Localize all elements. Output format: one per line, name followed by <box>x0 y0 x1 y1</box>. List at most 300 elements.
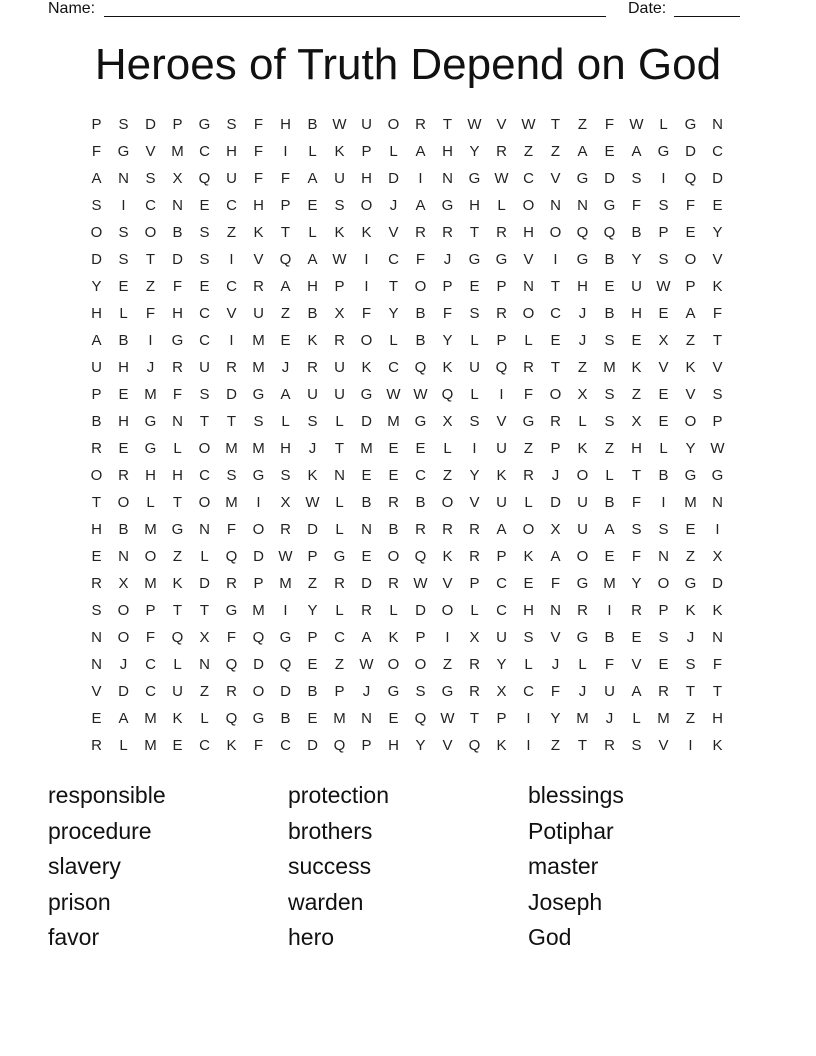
grid-letter[interactable]: R <box>361 602 372 619</box>
grid-letter[interactable]: B <box>415 332 426 349</box>
grid-letter[interactable]: U <box>334 386 345 403</box>
grid-letter[interactable]: E <box>118 386 129 403</box>
grid-letter[interactable]: E <box>631 332 642 349</box>
grid-letter[interactable]: P <box>658 602 669 619</box>
grid-letter[interactable]: F <box>253 737 264 754</box>
grid-letter[interactable]: B <box>118 521 129 538</box>
grid-letter[interactable]: F <box>280 170 291 187</box>
grid-letter[interactable]: S <box>658 251 669 268</box>
grid-letter[interactable]: L <box>335 494 344 511</box>
grid-letter[interactable]: Y <box>712 224 723 241</box>
grid-letter[interactable]: D <box>253 548 264 565</box>
grid-letter[interactable]: U <box>469 359 480 376</box>
grid-letter[interactable]: I <box>445 629 450 646</box>
grid-letter[interactable]: Z <box>685 548 696 565</box>
grid-letter[interactable]: S <box>334 197 345 214</box>
grid-letter[interactable]: O <box>144 548 157 565</box>
grid-letter[interactable]: T <box>631 467 642 484</box>
grid-letter[interactable]: I <box>229 332 234 349</box>
grid-letter[interactable]: D <box>361 413 372 430</box>
grid-letter[interactable]: S <box>199 251 210 268</box>
grid-letter[interactable]: L <box>470 386 479 403</box>
grid-letter[interactable]: Z <box>145 278 156 295</box>
grid-letter[interactable]: H <box>145 467 156 484</box>
grid-letter[interactable]: P <box>253 575 264 592</box>
grid-letter[interactable]: T <box>550 278 561 295</box>
grid-letter[interactable]: T <box>145 251 156 268</box>
grid-letter[interactable]: A <box>604 521 615 538</box>
grid-letter[interactable]: O <box>414 278 427 295</box>
grid-letter[interactable]: K <box>442 359 453 376</box>
grid-letter[interactable]: A <box>361 629 372 646</box>
grid-letter[interactable]: U <box>226 170 237 187</box>
grid-letter[interactable]: H <box>118 359 129 376</box>
grid-letter[interactable]: S <box>631 170 642 187</box>
grid-letter[interactable]: S <box>253 413 264 430</box>
grid-letter[interactable]: K <box>226 737 237 754</box>
grid-letter[interactable]: N <box>550 197 561 214</box>
grid-letter[interactable]: D <box>118 683 129 700</box>
grid-letter[interactable]: C <box>550 305 561 322</box>
grid-letter[interactable]: X <box>199 629 210 646</box>
grid-letter[interactable]: D <box>712 170 723 187</box>
grid-letter[interactable]: S <box>91 602 102 619</box>
grid-letter[interactable]: Z <box>550 143 561 160</box>
grid-letter[interactable]: C <box>226 278 237 295</box>
grid-letter[interactable]: F <box>550 575 561 592</box>
grid-letter[interactable]: N <box>172 197 183 214</box>
grid-letter[interactable]: J <box>119 656 128 673</box>
grid-letter[interactable]: M <box>576 710 589 727</box>
grid-letter[interactable]: P <box>91 116 102 133</box>
grid-letter[interactable]: O <box>522 521 535 538</box>
grid-letter[interactable]: F <box>226 521 237 538</box>
grid-letter[interactable]: N <box>712 494 723 511</box>
grid-letter[interactable]: R <box>442 521 453 538</box>
grid-letter[interactable]: L <box>524 656 533 673</box>
grid-letter[interactable]: R <box>523 359 534 376</box>
grid-letter[interactable]: K <box>631 359 642 376</box>
grid-letter[interactable]: R <box>469 683 480 700</box>
grid-letter[interactable]: R <box>631 602 642 619</box>
grid-letter[interactable]: H <box>442 143 453 160</box>
grid-letter[interactable]: G <box>495 251 508 268</box>
grid-letter[interactable]: O <box>522 305 535 322</box>
grid-letter[interactable]: B <box>604 629 615 646</box>
grid-letter[interactable]: E <box>658 305 669 322</box>
grid-letter[interactable]: P <box>496 548 507 565</box>
grid-letter[interactable]: Z <box>442 656 453 673</box>
grid-letter[interactable]: E <box>280 332 291 349</box>
grid-letter[interactable]: R <box>496 224 507 241</box>
grid-letter[interactable]: J <box>362 683 371 700</box>
grid-letter[interactable]: X <box>469 629 480 646</box>
grid-letter[interactable]: L <box>497 197 506 214</box>
grid-letter[interactable]: F <box>631 548 642 565</box>
grid-letter[interactable]: N <box>118 548 129 565</box>
grid-letter[interactable]: F <box>712 305 723 322</box>
grid-letter[interactable]: V <box>712 251 723 268</box>
grid-letter[interactable]: Z <box>685 332 696 349</box>
grid-letter[interactable]: D <box>388 170 399 187</box>
grid-letter[interactable]: Z <box>280 305 291 322</box>
grid-letter[interactable]: O <box>684 251 697 268</box>
grid-letter[interactable]: D <box>307 521 318 538</box>
grid-letter[interactable]: Q <box>225 656 238 673</box>
grid-letter[interactable]: H <box>631 440 642 457</box>
grid-letter[interactable]: V <box>523 251 534 268</box>
grid-letter[interactable]: G <box>603 197 616 214</box>
grid-letter[interactable]: P <box>496 332 507 349</box>
grid-letter[interactable]: U <box>496 440 507 457</box>
grid-letter[interactable]: S <box>658 629 669 646</box>
grid-letter[interactable]: E <box>172 737 183 754</box>
grid-letter[interactable]: U <box>604 683 615 700</box>
grid-letter[interactable]: S <box>604 386 615 403</box>
grid-letter[interactable]: G <box>522 413 535 430</box>
grid-letter[interactable]: R <box>550 413 561 430</box>
grid-letter[interactable]: B <box>631 224 642 241</box>
grid-letter[interactable]: X <box>280 494 291 511</box>
grid-letter[interactable]: Z <box>199 683 210 700</box>
grid-letter[interactable]: G <box>684 575 697 592</box>
grid-letter[interactable]: H <box>91 305 102 322</box>
grid-letter[interactable]: I <box>283 602 288 619</box>
grid-letter[interactable]: S <box>307 413 318 430</box>
grid-letter[interactable]: E <box>307 197 318 214</box>
grid-letter[interactable]: Q <box>171 629 184 646</box>
grid-letter[interactable]: C <box>199 737 210 754</box>
grid-letter[interactable]: F <box>685 197 696 214</box>
grid-letter[interactable]: I <box>499 386 504 403</box>
grid-letter[interactable]: G <box>576 629 589 646</box>
grid-letter[interactable]: D <box>91 251 102 268</box>
grid-letter[interactable]: E <box>361 548 372 565</box>
grid-letter[interactable]: E <box>685 521 696 538</box>
grid-letter[interactable]: N <box>712 116 723 133</box>
grid-letter[interactable]: E <box>604 278 615 295</box>
grid-letter[interactable]: A <box>550 548 561 565</box>
grid-letter[interactable]: T <box>280 224 291 241</box>
grid-letter[interactable]: O <box>117 629 130 646</box>
grid-letter[interactable]: F <box>145 305 156 322</box>
grid-letter[interactable]: E <box>307 656 318 673</box>
grid-letter[interactable]: O <box>387 116 400 133</box>
grid-letter[interactable]: Y <box>415 737 426 754</box>
grid-letter[interactable]: E <box>685 224 696 241</box>
grid-letter[interactable]: A <box>280 278 291 295</box>
grid-letter[interactable]: Z <box>172 548 183 565</box>
grid-letter[interactable]: S <box>604 413 615 430</box>
grid-letter[interactable]: U <box>334 359 345 376</box>
grid-letter[interactable]: E <box>658 413 669 430</box>
grid-letter[interactable]: O <box>441 494 454 511</box>
grid-letter[interactable]: G <box>252 386 265 403</box>
grid-letter[interactable]: Q <box>225 548 238 565</box>
grid-letter[interactable]: D <box>361 575 372 592</box>
grid-letter[interactable]: B <box>604 251 615 268</box>
grid-letter[interactable]: F <box>253 143 264 160</box>
grid-letter[interactable]: O <box>414 656 427 673</box>
grid-letter[interactable]: G <box>576 575 589 592</box>
grid-letter[interactable]: R <box>388 494 399 511</box>
grid-letter[interactable]: Q <box>414 548 427 565</box>
grid-letter[interactable]: O <box>252 521 265 538</box>
grid-letter[interactable]: Q <box>252 629 265 646</box>
grid-letter[interactable]: Q <box>225 710 238 727</box>
grid-letter[interactable]: D <box>280 683 291 700</box>
grid-letter[interactable]: B <box>415 305 426 322</box>
grid-letter[interactable]: O <box>198 440 211 457</box>
grid-letter[interactable]: B <box>361 494 372 511</box>
grid-letter[interactable]: N <box>361 521 372 538</box>
grid-letter[interactable]: B <box>658 467 669 484</box>
grid-letter[interactable]: F <box>145 629 156 646</box>
grid-letter[interactable]: V <box>496 116 507 133</box>
grid-letter[interactable]: M <box>144 710 157 727</box>
grid-letter[interactable]: G <box>711 467 724 484</box>
grid-letter[interactable]: L <box>200 548 209 565</box>
grid-letter[interactable]: G <box>117 143 130 160</box>
grid-letter[interactable]: P <box>334 683 345 700</box>
grid-letter[interactable]: S <box>118 224 129 241</box>
grid-letter[interactable]: P <box>172 116 183 133</box>
grid-letter[interactable]: F <box>361 305 372 322</box>
grid-letter[interactable]: V <box>469 494 480 511</box>
grid-letter[interactable]: V <box>550 170 561 187</box>
grid-letter[interactable]: S <box>604 332 615 349</box>
grid-letter[interactable]: G <box>171 521 184 538</box>
grid-letter[interactable]: O <box>252 683 265 700</box>
grid-letter[interactable]: P <box>280 197 291 214</box>
grid-letter[interactable]: O <box>657 575 670 592</box>
grid-letter[interactable]: U <box>199 359 210 376</box>
grid-letter[interactable]: H <box>523 224 534 241</box>
grid-letter[interactable]: D <box>253 656 264 673</box>
grid-letter[interactable]: C <box>388 359 399 376</box>
grid-letter[interactable]: A <box>415 197 426 214</box>
grid-letter[interactable]: D <box>604 170 615 187</box>
grid-letter[interactable]: K <box>496 737 507 754</box>
grid-letter[interactable]: G <box>171 332 184 349</box>
grid-letter[interactable]: F <box>172 278 183 295</box>
grid-letter[interactable]: N <box>361 710 372 727</box>
grid-letter[interactable]: U <box>577 494 588 511</box>
grid-letter[interactable]: N <box>442 170 453 187</box>
grid-letter[interactable]: R <box>226 359 237 376</box>
grid-letter[interactable]: H <box>388 737 399 754</box>
grid-letter[interactable]: N <box>91 656 102 673</box>
grid-letter[interactable]: Z <box>226 224 237 241</box>
grid-letter[interactable]: E <box>199 197 210 214</box>
grid-letter[interactable]: T <box>388 278 399 295</box>
grid-letter[interactable]: X <box>118 575 129 592</box>
grid-letter[interactable]: T <box>172 602 183 619</box>
grid-letter[interactable]: L <box>605 467 614 484</box>
grid-letter[interactable]: P <box>496 710 507 727</box>
grid-letter[interactable]: A <box>577 143 588 160</box>
grid-letter[interactable]: M <box>252 332 265 349</box>
grid-letter[interactable]: N <box>577 197 588 214</box>
grid-letter[interactable]: K <box>388 629 399 646</box>
grid-letter[interactable]: F <box>91 143 102 160</box>
grid-letter[interactable]: L <box>470 332 479 349</box>
grid-letter[interactable]: B <box>415 494 426 511</box>
grid-letter[interactable]: F <box>604 656 615 673</box>
grid-letter[interactable]: V <box>685 386 696 403</box>
grid-letter[interactable]: E <box>388 440 399 457</box>
grid-letter[interactable]: G <box>252 710 265 727</box>
grid-letter[interactable]: E <box>361 467 372 484</box>
grid-letter[interactable]: L <box>578 656 587 673</box>
grid-letter[interactable]: E <box>631 629 642 646</box>
grid-letter[interactable]: M <box>144 386 157 403</box>
grid-letter[interactable]: Z <box>604 440 615 457</box>
grid-letter[interactable]: I <box>472 440 477 457</box>
grid-letter[interactable]: P <box>469 575 480 592</box>
grid-letter[interactable]: I <box>688 737 693 754</box>
grid-letter[interactable]: G <box>225 602 238 619</box>
grid-letter[interactable]: T <box>550 116 561 133</box>
grid-letter[interactable]: K <box>307 332 318 349</box>
grid-letter[interactable]: R <box>415 224 426 241</box>
grid-letter[interactable]: R <box>226 575 237 592</box>
grid-letter[interactable]: R <box>307 359 318 376</box>
grid-letter[interactable]: I <box>148 332 153 349</box>
grid-letter[interactable]: G <box>576 170 589 187</box>
grid-letter[interactable]: F <box>631 494 642 511</box>
grid-letter[interactable]: O <box>90 467 103 484</box>
grid-letter[interactable]: Z <box>334 656 345 673</box>
grid-letter[interactable]: O <box>522 197 535 214</box>
grid-letter[interactable]: L <box>146 494 155 511</box>
grid-letter[interactable]: N <box>199 521 210 538</box>
grid-letter[interactable]: J <box>443 251 452 268</box>
grid-letter[interactable]: U <box>334 170 345 187</box>
grid-letter[interactable]: S <box>469 413 480 430</box>
grid-letter[interactable]: P <box>334 278 345 295</box>
grid-letter[interactable]: B <box>604 494 615 511</box>
grid-letter[interactable]: H <box>280 440 291 457</box>
grid-letter[interactable]: B <box>307 116 318 133</box>
grid-letter[interactable]: K <box>172 710 183 727</box>
grid-letter[interactable]: P <box>685 278 696 295</box>
grid-letter[interactable]: V <box>145 143 156 160</box>
grid-letter[interactable]: S <box>145 170 156 187</box>
grid-letter[interactable]: W <box>386 386 401 403</box>
grid-letter[interactable]: W <box>440 710 455 727</box>
grid-letter[interactable]: I <box>526 737 531 754</box>
grid-letter[interactable]: W <box>467 116 482 133</box>
grid-letter[interactable]: R <box>496 305 507 322</box>
grid-letter[interactable]: T <box>91 494 102 511</box>
grid-letter[interactable]: E <box>604 548 615 565</box>
grid-letter[interactable]: M <box>333 710 346 727</box>
grid-letter[interactable]: O <box>144 224 157 241</box>
grid-letter[interactable]: O <box>549 224 562 241</box>
grid-letter[interactable]: H <box>577 278 588 295</box>
grid-letter[interactable]: N <box>118 170 129 187</box>
grid-letter[interactable]: F <box>604 116 615 133</box>
grid-letter[interactable]: B <box>118 332 129 349</box>
grid-letter[interactable]: A <box>631 683 642 700</box>
grid-letter[interactable]: I <box>364 251 369 268</box>
grid-letter[interactable]: M <box>252 359 265 376</box>
grid-letter[interactable]: P <box>712 413 723 430</box>
grid-letter[interactable]: K <box>334 224 345 241</box>
grid-letter[interactable]: K <box>712 602 723 619</box>
grid-letter[interactable]: M <box>171 143 184 160</box>
grid-letter[interactable]: W <box>332 116 347 133</box>
grid-letter[interactable]: D <box>172 251 183 268</box>
grid-letter[interactable]: S <box>631 521 642 538</box>
grid-letter[interactable]: A <box>307 251 318 268</box>
grid-letter[interactable]: P <box>361 143 372 160</box>
grid-letter[interactable]: G <box>252 467 265 484</box>
grid-letter[interactable]: S <box>712 386 723 403</box>
grid-letter[interactable]: J <box>281 359 290 376</box>
grid-letter[interactable]: Q <box>441 386 454 403</box>
grid-letter[interactable]: B <box>604 305 615 322</box>
grid-letter[interactable]: Z <box>523 143 534 160</box>
grid-letter[interactable]: M <box>657 710 670 727</box>
grid-letter[interactable]: Z <box>631 386 642 403</box>
grid-letter[interactable]: D <box>550 494 561 511</box>
grid-letter[interactable]: Z <box>523 440 534 457</box>
grid-letter[interactable]: M <box>603 359 616 376</box>
grid-letter[interactable]: R <box>91 737 102 754</box>
grid-letter[interactable]: S <box>226 467 237 484</box>
grid-letter[interactable]: M <box>603 575 616 592</box>
grid-letter[interactable]: K <box>496 467 507 484</box>
grid-letter[interactable]: H <box>118 413 129 430</box>
grid-letter[interactable]: E <box>118 278 129 295</box>
grid-letter[interactable]: P <box>361 737 372 754</box>
grid-letter[interactable]: S <box>415 683 426 700</box>
grid-letter[interactable]: Q <box>576 224 589 241</box>
grid-letter[interactable]: Z <box>550 737 561 754</box>
grid-letter[interactable]: J <box>551 467 560 484</box>
grid-letter[interactable]: R <box>334 575 345 592</box>
grid-letter[interactable]: R <box>469 548 480 565</box>
grid-letter[interactable]: T <box>712 683 723 700</box>
grid-letter[interactable]: R <box>469 656 480 673</box>
grid-letter[interactable]: E <box>388 467 399 484</box>
grid-letter[interactable]: Y <box>685 440 696 457</box>
grid-letter[interactable]: S <box>685 656 696 673</box>
grid-letter[interactable]: T <box>334 440 345 457</box>
grid-letter[interactable]: L <box>335 521 344 538</box>
grid-letter[interactable]: K <box>172 575 183 592</box>
grid-letter[interactable]: G <box>657 143 670 160</box>
grid-letter[interactable]: R <box>604 737 615 754</box>
grid-letter[interactable]: V <box>388 224 399 241</box>
grid-letter[interactable]: S <box>280 467 291 484</box>
grid-letter[interactable]: T <box>199 413 210 430</box>
grid-letter[interactable]: T <box>712 332 723 349</box>
grid-letter[interactable]: E <box>658 386 669 403</box>
grid-letter[interactable]: W <box>305 494 320 511</box>
grid-letter[interactable]: Y <box>631 575 642 592</box>
grid-letter[interactable]: Q <box>414 359 427 376</box>
grid-letter[interactable]: V <box>253 251 264 268</box>
grid-letter[interactable]: I <box>661 170 666 187</box>
grid-letter[interactable]: O <box>684 413 697 430</box>
grid-letter[interactable]: T <box>469 224 480 241</box>
grid-letter[interactable]: B <box>172 224 183 241</box>
grid-letter[interactable]: Y <box>550 710 561 727</box>
grid-letter[interactable]: E <box>388 710 399 727</box>
